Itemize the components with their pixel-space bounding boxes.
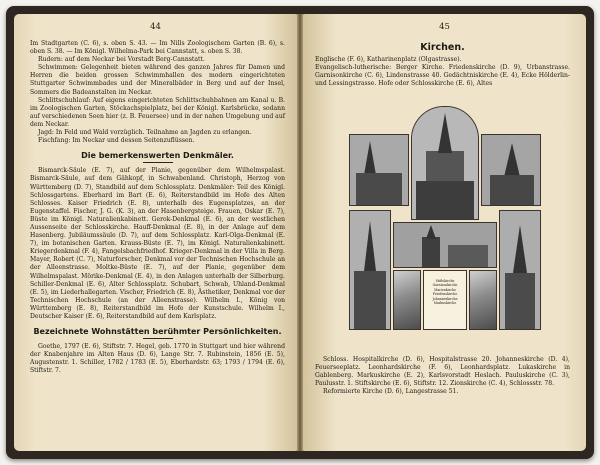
- section-heading-monuments: [30, 152, 285, 163]
- intro-paragraph: Im Stadtgarten (C. 6), s. oben S. 43. — Im Nills Zoologischem Garten (B. 6), s. oben S. 38. — Im Königl. Wilhelma-Park bei Cannstatt, s. oben S. 38.: [30, 40, 285, 56]
- plaque-line: Stiftskirche: [435, 279, 455, 283]
- church-photo: [499, 210, 541, 330]
- church-list-plaque: [423, 270, 467, 330]
- church-illustration: [394, 223, 496, 267]
- right-page-text: [315, 40, 570, 88]
- church-illustration: [350, 211, 390, 329]
- left-page-text: [30, 40, 285, 376]
- intro-paragraph: Schwimmen: Gelegenheit bieten während des ganzen Jahres für Damen und Herren die beiden grossen Schwimmhallen des modern eingerichteten Stuttgarter Schwimmbades und der Mineralbäder in Berg und auf der Insel, Sommers die Badeanstalten im Neckar.: [30, 64, 285, 96]
- church-illustration: [412, 107, 478, 219]
- plaque-line: Johanneskirche: [432, 296, 458, 301]
- heading-text: Bezeichnete Wohnstätten berühmter Persönlichkeiten.: [33, 327, 282, 337]
- churches-continued-text: [315, 356, 570, 396]
- heading-rule: [143, 338, 173, 339]
- church-illustration: [482, 135, 540, 205]
- church-illustration: [350, 135, 408, 205]
- right-page: [303, 14, 586, 451]
- church-photo: [411, 106, 479, 220]
- page-number-right: 45: [439, 22, 450, 32]
- residences-paragraph: Goethe, 1797 (E. 6), Stiftstr. 7. Hegel, geb. 1770 in Stuttgart und hier während der Knabenjahre im Alten Haus (D. 6), Lange Str. 7. Rubinstein, 1856 (E. 5), Augustenstr. 1. Schiller, 1782 / 1783 (E. 5), Eberhardstr. 63; 1793 / 1794 (E. 6), Stiftstr. 7.: [30, 343, 285, 375]
- heading-text: Kirchen.: [420, 42, 465, 53]
- section-heading-churches: [315, 44, 570, 52]
- churches-paragraph: Evangelisch-lutherische: Berger Kirche. Friedenskirche (D. 9), Urbanstrasse. Garnisonkirche (C. 6), Lindenstrasse 40. Gedächtniskirche (E. 4), Ecke Hölderlin- und Lessingstrasse. Hofe oder Schlosskirche (E. 6), Altes: [315, 64, 570, 88]
- heading-rule: [143, 162, 173, 163]
- church-photo: [481, 134, 541, 206]
- plaque-line: Markuskirche: [433, 301, 457, 306]
- plaque-line: Friedenskirche: [432, 292, 458, 297]
- churches-paragraph: Englische (F. 6), Katharinenplatz (Olgastrasse).: [315, 56, 462, 64]
- churches-paragraph: Reformierte Kirche (D. 6), Langestrasse 51.: [323, 388, 459, 396]
- monuments-paragraph: Bismarck-Säule (E. 7), auf der Planie, gegenüber dem Wilhelmspalast. Bismarck-Säule, auf dem Gähkopf, in Schwabenland. Christoph, Herzog von Württemberg (D. 7), Standbild auf dem Schlossplatz. Denkmäler: Teil des Königl. Schlossgartens. Eberhard im Bart (E. 6), Reiterstandbild im Hofe des Alten Schlosses. Kaiser Friedrich (E. 8), unterhalb des Eugensplatzes, an der Eugenstaffel. Fischer, J. G. (K. 3), an der Hasenbergsteige. Frauen, Oskar (E. 7), Büste im Königl. Naturalienkabinett. Gerok-Denkmal (E. 6), an der westlichen Aussenseite der Schlosskirche. Hauff-Denkmal (E. 8), in der Anlage auf dem Hasenberg. Jubiläumssäule (D. 7), auf dem Schlossplatz. Karl-Olga-Denkmal (E. 7), im botanischen Garten. Krauss-Büste (E. 7), im Königl. Naturalienkabinett. Kriegerdenkmal (F. 4), Fangelsbachfriedhof. Krieger-Denkmal in der Villa in Berg. Mayer, Robert (C. 7), Naturforscher, Denkmal vor der Technischen Hochschule an der Alleenstrasse. Moltke-Büste (E. 7), auf der Planie, gegenüber dem Wilhelmspalast. Mörike-Denkmal (E. 4), in den Anlagen unterhalb der Silberburg. Schiller-Denkmal (E. 6), Alter Schlossplatz. Schubart, Schwab, Uhland-Denkmal (E. 5), im Liederhallegarten. Vischer, Friedrich (E. 8), Ästhetiker, Denkmal vor der Technischen Hochschule (an der Alleenstrasse). Wilhelm I., König von Württemberg (E. 8), Reiterstandbild im Hofe der Kunstschule. Wilhelm I., Deutscher Kaiser (E. 6), Reiterstandbild auf dem Karlsplatz.: [30, 167, 285, 320]
- plaque-line: Garnisonkirche: [432, 283, 458, 288]
- plaque-line: Marienkirche: [434, 287, 456, 292]
- church-photo-collage: [349, 106, 539, 328]
- church-illustration: [500, 211, 540, 329]
- left-page: [14, 14, 297, 451]
- intro-paragraph: Jagd: In Feld und Wald vorzüglich. Teilnahme an Jagden zu erlangen.: [38, 129, 252, 137]
- church-photo: [469, 270, 497, 330]
- intro-paragraph: Rudern: auf dem Neckar bei Vorstadt Berg-Cannstatt.: [38, 56, 205, 64]
- intro-paragraph: Schlittschuhlauf: Auf eigens eingerichteten Schlittschuhbahnen am Kanal u. B. im Zoologischen Garten, Stöckachspielplatz, bei der Königl. Karlsbrücke, sodann auf verschiedenen Seen hier (z. B. Feuersee) und in der nahen Umgebung und auf dem Neckar.: [30, 96, 285, 128]
- intro-paragraph: Fischfang: Im Neckar und dessen Seitenzuflüssen.: [38, 137, 195, 145]
- section-heading-residences: [30, 328, 285, 339]
- churches-paragraph: Schloss. Hospitalkirche (D. 6), Hospitalstrasse 20. Johanneskirche (D. 4), Feuerseeplatz. Leonhardskirche (F. 6), Leonhardsplatz. Lukaskirche in Gablenberg. Markuskirche (E. 2), Karlsvorstadt Heslach. Pauluskirche (C. 3), Paulusstr. 1. Stiftskirche (E. 6), Stiftstr. 12. Zionskirche (C. 4), Schlossstr. 78.: [315, 356, 570, 388]
- church-photo: [349, 210, 391, 330]
- heading-text: Die bemerkenswerten Denkmäler.: [81, 151, 234, 161]
- church-photo: [349, 134, 409, 206]
- church-photo: [393, 222, 497, 268]
- church-photo: [393, 270, 421, 330]
- open-book: [6, 6, 594, 459]
- page-number-left: 44: [150, 22, 161, 32]
